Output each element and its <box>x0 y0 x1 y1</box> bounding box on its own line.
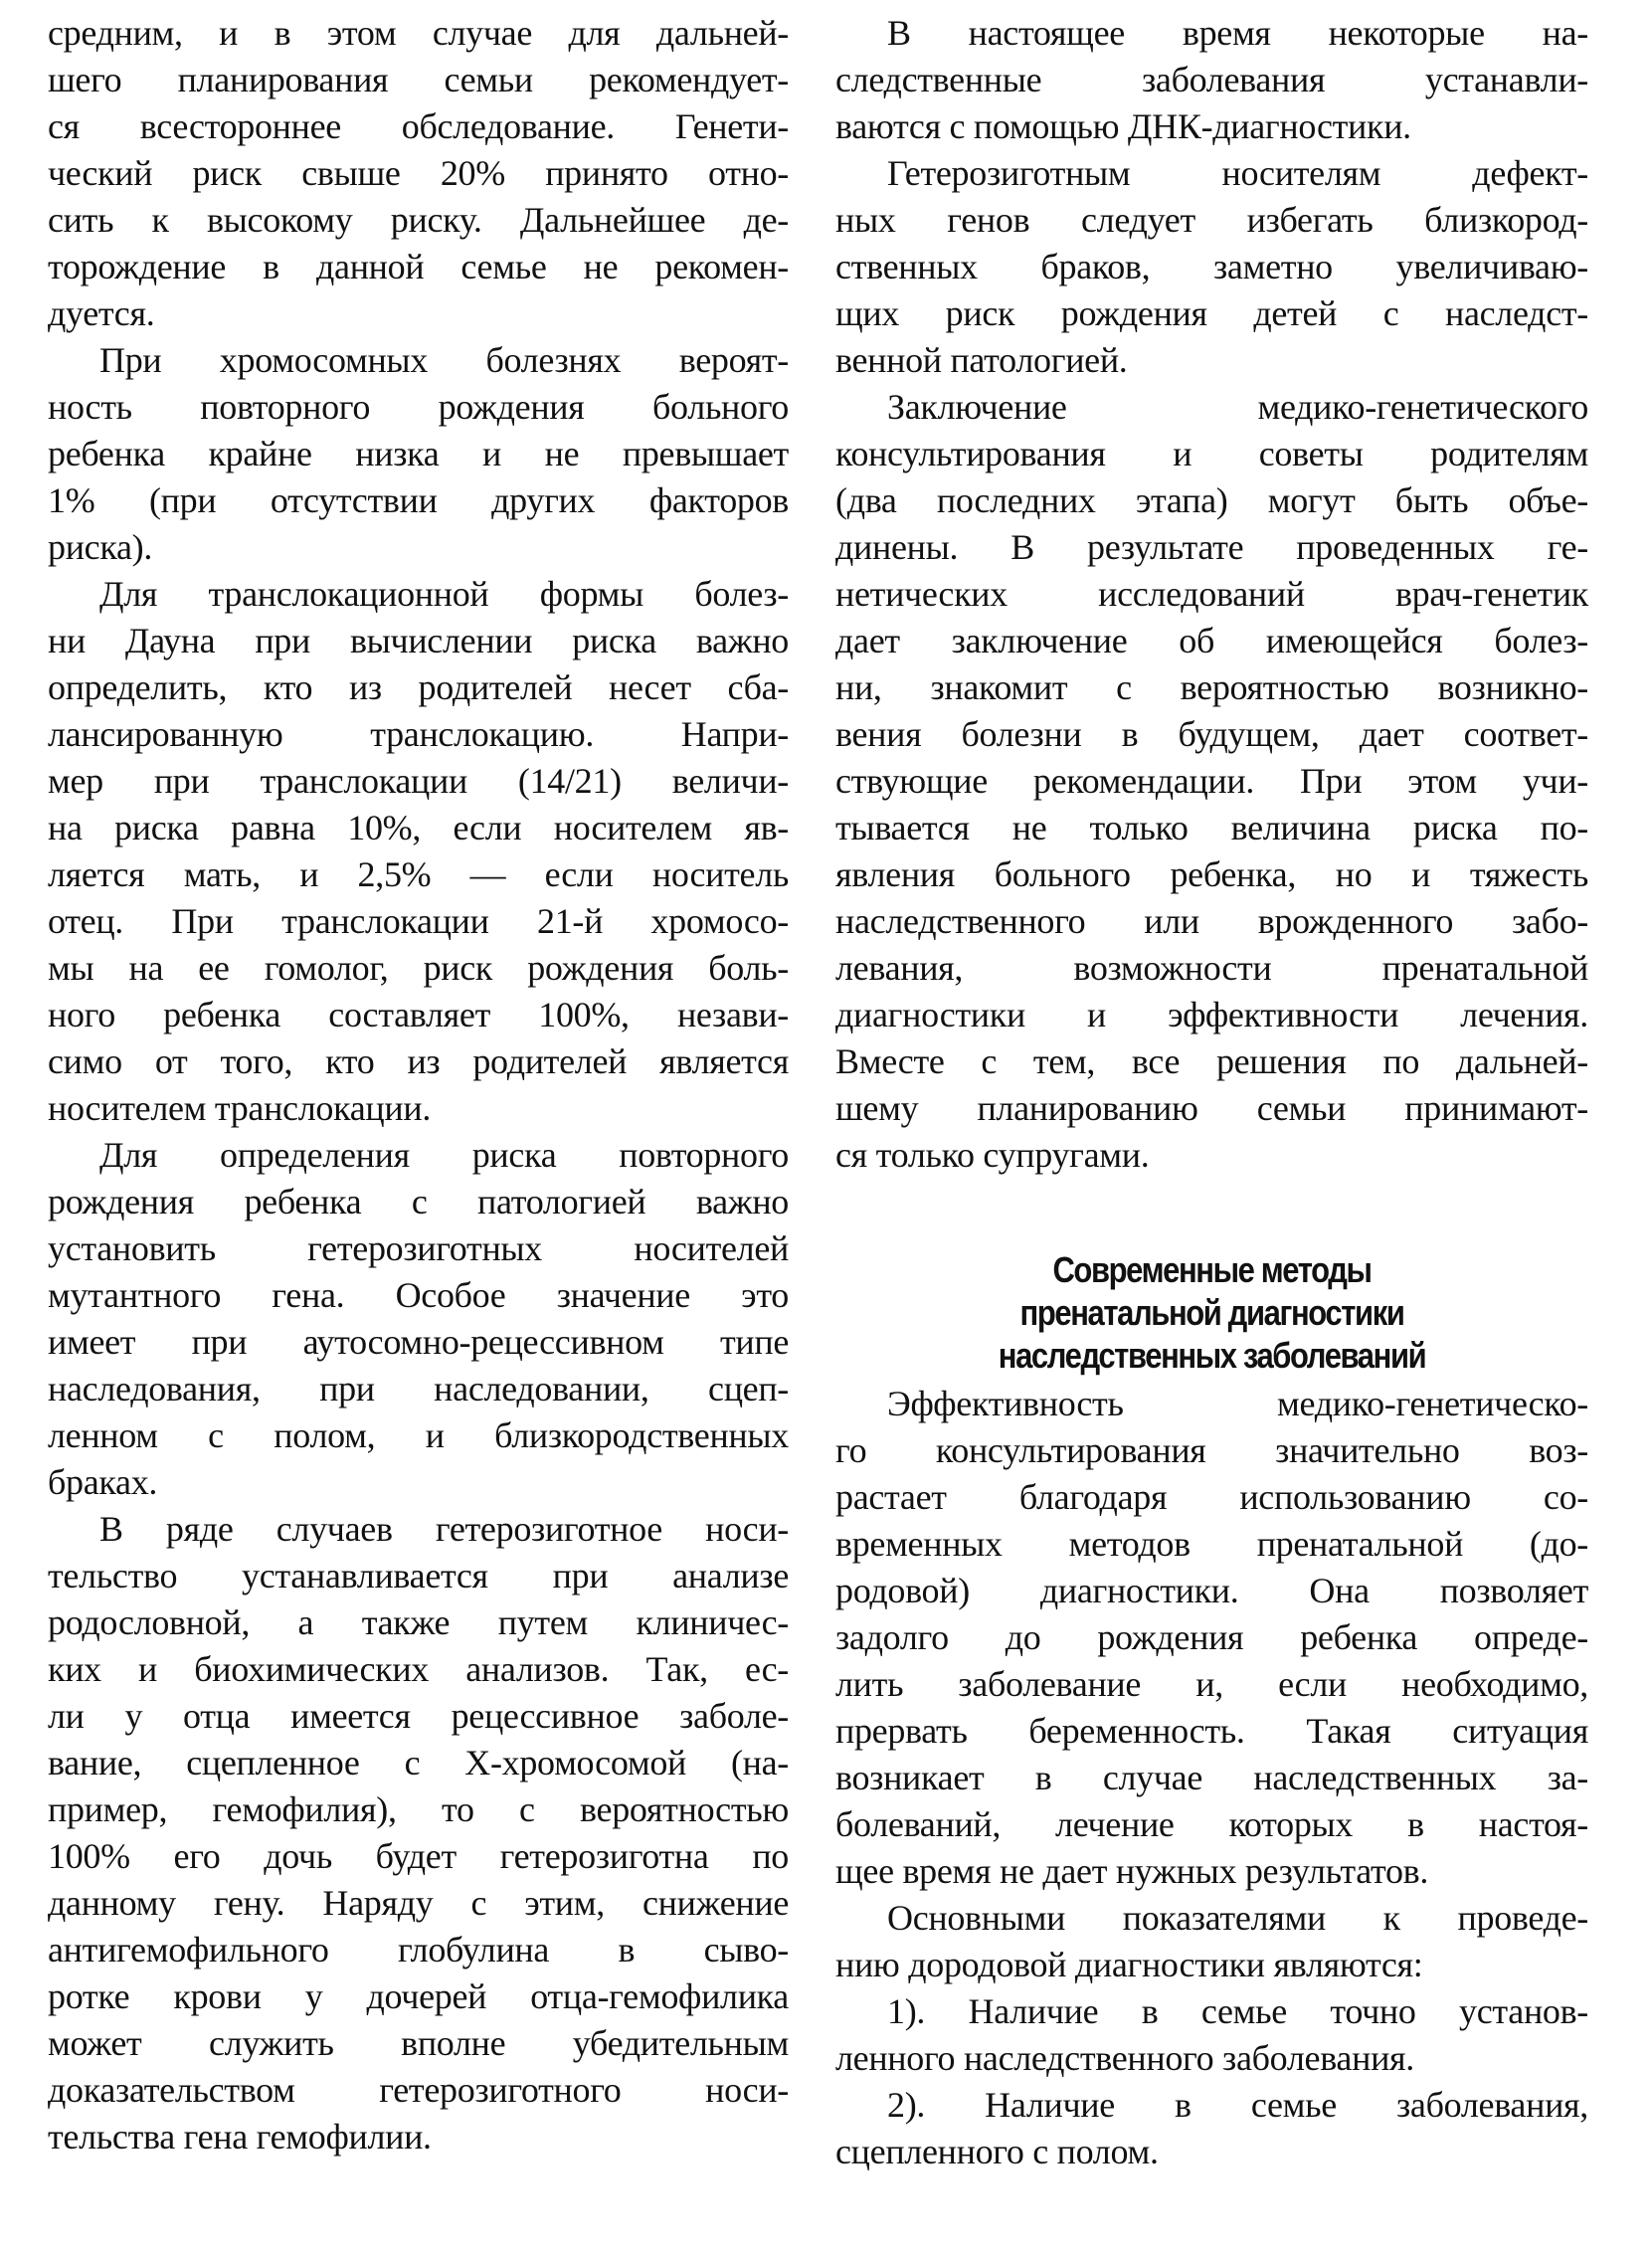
text-line: ротке крови у дочерей отца-гемофилика <box>48 1976 789 2016</box>
text-line: родовой) диагностики. Она позволяет <box>835 1571 1588 1610</box>
text-line: рождения ребенка с патологией важно <box>48 1182 789 1221</box>
text-line: торождение в данной семье не рекомен- <box>48 247 789 286</box>
paragraph <box>835 1988 1588 2082</box>
paragraph <box>48 337 789 571</box>
text-line: динены. В результате проведенных ге- <box>835 527 1588 567</box>
text-line: возникает в случае наследственных за- <box>835 1758 1588 1797</box>
text-line: Вместе с тем, все решения по дальней- <box>835 1041 1588 1081</box>
text-line: сцепленного с полом. <box>835 2132 1159 2171</box>
paragraph <box>48 1506 789 2160</box>
text-line: тывается не только величина риска по- <box>835 808 1588 847</box>
text-line: щих риск рождения детей с наследст- <box>835 293 1588 333</box>
text-line: Для определения риска повторного <box>99 1135 789 1175</box>
text-line: консультирования и советы родителям <box>835 434 1588 473</box>
text-line: нию дородовой диагностики являются: <box>835 1945 1423 1984</box>
text-line: ваются с помощью ДНК-диагностики. <box>835 106 1411 146</box>
text-line: ни, знакомит с вероятностью возникно- <box>835 667 1588 707</box>
text-line: данному гену. Наряду с этим, снижение <box>48 1883 789 1923</box>
section-heading-line: пренатальной диагностики <box>1019 1292 1404 1333</box>
text-line: лансированную транслокацию. Напри- <box>48 714 789 754</box>
section-heading-line: Современные методы <box>1052 1249 1372 1290</box>
text-line: антигемофильного глобулина в сыво- <box>48 1930 789 1970</box>
text-line: пример, гемофилия), то с вероятностью <box>48 1789 789 1829</box>
text-line: риска). <box>48 527 153 567</box>
text-line: сить к высокому риску. Дальнейшее де- <box>48 200 789 240</box>
text-line: ленного наследственного заболевания. <box>835 2038 1415 2078</box>
text-line: мутантного гена. Особое значение это <box>48 1275 789 1315</box>
text-line: При хромосомных болезнях вероят- <box>99 340 789 380</box>
text-line: (два последних этапа) могут быть объе- <box>835 480 1588 520</box>
text-line: ся только супругами. <box>835 1135 1150 1175</box>
text-line: 1). Наличие в семье точно установ- <box>887 1991 1588 2031</box>
paragraph <box>835 384 1588 1179</box>
text-line: Гетерозиготным носителям дефект- <box>887 153 1588 193</box>
paragraph <box>835 1381 1588 1895</box>
text-line: ли у отца имеется рецессивное заболе- <box>48 1696 789 1736</box>
left-text-column <box>48 10 789 2160</box>
text-line: следственные заболевания устанавли- <box>835 60 1588 99</box>
section-heading <box>835 1248 1588 1377</box>
text-line: ных генов следует избегать близкород- <box>835 200 1588 240</box>
text-line: ребенка крайне низка и не превышает <box>48 434 789 473</box>
text-line: ного ребенка составляет 100%, незави- <box>48 995 789 1034</box>
text-line: носителем транслокации. <box>48 1088 432 1128</box>
paragraph <box>835 1895 1588 1988</box>
text-line: левания, возможности пренатальной <box>835 948 1588 988</box>
text-line: явления больного ребенка, но и тяжесть <box>835 854 1588 894</box>
right-column-body-bottom <box>835 1381 1588 2175</box>
text-line: временных методов пренатальной (до- <box>835 1524 1588 1564</box>
text-line: ствующие рекомендации. При этом учи- <box>835 761 1588 801</box>
text-line: дает заключение об имеющейся болез- <box>835 621 1588 660</box>
text-line: лить заболевание и, если необходимо, <box>835 1664 1588 1704</box>
right-text-column <box>835 10 1588 2175</box>
section-heading-line: наследственных заболеваний <box>998 1335 1426 1376</box>
text-line: на риска равна 10%, если носителем яв- <box>48 808 789 847</box>
text-line: ких и биохимических анализов. Так, ес- <box>48 1649 789 1689</box>
text-line: ляется мать, и 2,5% — если носитель <box>48 854 789 894</box>
text-line: нетических исследований врач-генетик <box>835 574 1588 614</box>
text-line: установить гетерозиготных носителей <box>48 1228 789 1268</box>
text-line: венной патологией. <box>835 340 1128 380</box>
text-line: вения болезни в будущем, дает соответ- <box>835 714 1588 754</box>
text-line: щее время не дает нужных результатов. <box>835 1851 1429 1891</box>
paragraph <box>48 571 789 1132</box>
text-line: 1% (при отсутствии других факторов <box>48 480 789 520</box>
text-line: растает благодаря использованию со- <box>835 1477 1588 1517</box>
text-line: симо от того, кто из родителей является <box>48 1041 789 1081</box>
text-line: болеваний, лечение которых в настоя- <box>835 1804 1588 1844</box>
text-line: Эффективность медико-генетическо- <box>887 1384 1588 1423</box>
text-line: шего планирования семьи рекомендует- <box>48 60 789 99</box>
text-line: тельство устанавливается при анализе <box>48 1556 789 1595</box>
text-line: родословной, а также путем клиничес- <box>48 1602 789 1642</box>
text-line: браках. <box>48 1462 158 1502</box>
text-line: ся всестороннее обследование. Генети- <box>48 106 789 146</box>
text-line: В ряде случаев гетерозиготное носи- <box>99 1509 789 1549</box>
text-line: отец. При транслокации 21-й хромосо- <box>48 901 789 941</box>
text-line: Заключение медико-генетического <box>887 387 1588 427</box>
paragraph <box>835 2082 1588 2175</box>
text-line: Для транслокационной формы болез- <box>99 574 789 614</box>
text-line: Основными показателями к проведе- <box>887 1898 1588 1938</box>
text-line: мер при транслокации (14/21) величи- <box>48 761 789 801</box>
text-line: ственных браков, заметно увеличиваю- <box>835 247 1588 286</box>
text-line: вание, сцепленное с Х-хромосомой (на- <box>48 1743 789 1782</box>
text-line: ческий риск свыше 20% принято отно- <box>48 153 789 193</box>
text-line: может служить вполне убедительным <box>48 2023 789 2063</box>
text-line: го консультирования значительно воз- <box>835 1430 1588 1470</box>
paragraph <box>835 150 1588 384</box>
paragraph <box>48 1132 789 1506</box>
text-line: наследственного или врожденного забо- <box>835 901 1588 941</box>
paragraph <box>48 10 789 337</box>
text-line: ленном с полом, и близкородственных <box>48 1415 789 1455</box>
text-line: 2). Наличие в семье заболевания, <box>887 2085 1588 2125</box>
text-line: диагностики и эффективности лечения. <box>835 995 1588 1034</box>
text-line: задолго до рождения ребенка опреде- <box>835 1617 1588 1657</box>
text-line: ни Дауна при вычислении риска важно <box>48 621 789 660</box>
text-line: доказательством гетерозиготного носи- <box>48 2070 789 2110</box>
text-line: шему планированию семьи принимают- <box>835 1088 1588 1128</box>
text-line: мы на ее гомолог, риск рождения боль- <box>48 948 789 988</box>
text-line: определить, кто из родителей несет сба- <box>48 667 789 707</box>
text-line: имеет при аутосомно-рецессивном типе <box>48 1322 789 1362</box>
text-line: прервать беременность. Такая ситуация <box>835 1711 1588 1751</box>
text-line: В настоящее время некоторые на- <box>887 13 1588 53</box>
text-line: дуется. <box>48 293 155 333</box>
text-line: тельства гена гемофилии. <box>48 2117 432 2157</box>
right-column-body-top <box>835 10 1588 1179</box>
text-line: средним, и в этом случае для дальней- <box>48 13 789 53</box>
text-line: 100% его дочь будет гетерозиготна по <box>48 1836 789 1876</box>
text-line: наследования, при наследовании, сцеп- <box>48 1369 789 1408</box>
paragraph <box>835 10 1588 150</box>
text-line: ность повторного рождения больного <box>48 387 789 427</box>
